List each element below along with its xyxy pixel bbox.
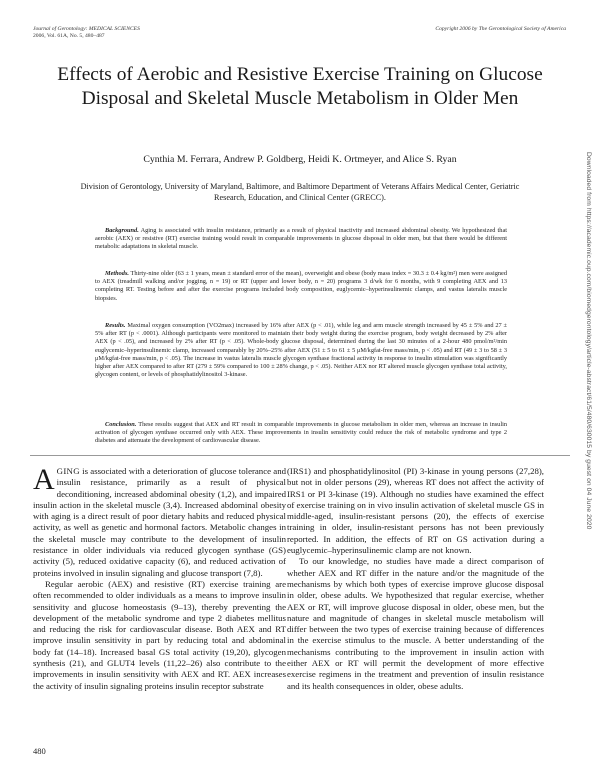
body-paragraph-1	[33, 463, 286, 579]
download-watermark: Downloaded from https://academic.oup.com/biomedgerontology/article-abstract/61/5/480/630015 by guest on 04 June 2020	[585, 152, 592, 530]
first-word: GING	[56, 466, 80, 476]
abstract-divider	[30, 455, 570, 456]
article-title: Effects of Aerobic and Resistive Exercise Training on Glucose Disposal and Skeletal Muscle Metabolism in Older Men	[57, 64, 543, 109]
paragraph-1-text: is associated with a deterioration of glucose tolerance and insulin resistance, primarily as a result of physical deconditioning, increased abdominal obesity (1,2), and impaired insulin action in the skeletal muscle (3,4). Increased abdominal obesity with aging is a direct result of poor dietary habits and reduced physical activity, as well as genetic and hormonal factors. Metabolic changes in the skeletal muscle may contribute to the development of insulin resistance in older individuals via reduced glycogen synthase (GS) activity (5), reduced oxidative capacity (6), and reduced activation of proteins involved in insulin signaling and glucose transport (7,8).	[33, 466, 286, 578]
abstract-conclusion-text: These results suggest that AEX and RT result in comparable improvements in glucose metabolism in older men, whereas an increase in insulin activation of glycogen synthase occurred only with AEX. These improvements in insulin sensitivity could reduce the risk of metabolic syndrome and type 2 diabetes and attenuate the development of cardiovascular disease.	[95, 421, 507, 445]
body-paragraph-3: (IRS1) and phosphatidylinositol (PI) 3-kinase in young persons (27,28), but not in older persons (29), whereas RT does not affect the activity of IRS1 or PI 3-kinase (19). Although no studies have examined the effect of exercise training on in vivo insulin activation of skeletal muscle GS in middle-aged, insulin-resistant persons (20), the effects of exercise training in older, insulin-resistant persons has not been previously reported. In addition, the effects of RT on GS activation during a euglycemic–hyperinsulinemic clamp are not known.	[287, 466, 545, 556]
author-list: Cynthia M. Ferrara, Andrew P. Goldberg, Heidi K. Ortmeyer, and Alice S. Ryan	[143, 154, 457, 165]
abstract-methods	[95, 270, 507, 303]
affiliation: Division of Gerontology, University of Maryland, Baltimore, and Baltimore Department of Veterans Affairs Medical Center, Geriatric Research, Education, and Clinical Center (GRECC).	[80, 182, 520, 202]
abstract-background-text: Aging is associated with insulin resistance, primarily as a result of physical inactivity and increased abdominal obesity. We hypothesized that aerobic (AEX) or resistive (RT) exercise training would result in comparable improvements in glucose disposal in older men, but that there would be different metabolic adaptations in skeletal muscle.	[95, 227, 508, 251]
body-column-right	[287, 466, 544, 692]
body-paragraph-2: Regular aerobic (AEX) and resistive (RT) exercise training are often recommended to older individuals as a means to improve insulin sensitivity and glucose homeostasis (9–13), thereby preventing the development of the metabolic syndrome and type 2 diabetes mellitus and reducing the risk for cardiovascular disease. Both AEX and RT improve insulin sensitivity in part by reducing total and abdominal body fat (14–18). Increased basal GS total activity (19,20), glycogen synthesis (21), and GLUT4 levels (11,22–26) also contribute to the improvements in insulin sensitivity with AEX and RT. AEX increases the activity of insulin signaling proteins insulin receptor substrate	[33, 578, 286, 691]
volume-info: 2006, Vol. 61A, No. 5, 480–487	[33, 33, 105, 39]
abstract-methods-label: Methods.	[105, 270, 129, 277]
drop-cap: A	[33, 463, 55, 496]
running-header	[33, 26, 140, 40]
journal-name: Journal of Gerontology: MEDICAL SCIENCES	[33, 26, 140, 32]
abstract-conclusion	[95, 421, 507, 446]
page-number: 480	[33, 746, 46, 756]
abstract-methods-text: Thirty-nine older (63 ± 1 years, mean ± standard error of the mean), overweight and obese (body mass index = 30.3 ± 0.4 kg/m²) men were assigned to AEX (treadmill walking and/or jogging, n = 19) or RT (upper and lower body, n = 20) programs 3 d/wk for 6 months, with 9 completing AEX and 13 completing RT. Testing before and after the exercise programs included body composition, euglycemic–hyperinsulinemic clamps, and vastus lateralis muscle biopsies.	[95, 270, 507, 302]
abstract-results	[95, 322, 507, 379]
abstract-conclusion-label: Conclusion.	[105, 421, 137, 428]
body-paragraph-4: To our knowledge, no studies have made a direct comparison of whether AEX and RT differ in the nature and/or the magnitude of the mechanisms by which both types of exercise improve glucose disposal in older, obese adults. We hypothesized that regular exercise, whether AEX or RT, will improve glucose disposal in older, obese men, but the nature and magnitude of changes in skeletal muscle metabolism will differ between the two types of exercise training because of differences in the exercise stimulus to the muscle. A better understanding of the mechanisms contributing to the improvement in insulin action with either AEX or RT will permit the development of more effective exercise regimens in the treatment and prevention of insulin resistance and its health consequences in older, obese adults.	[287, 556, 544, 691]
body-column-left	[33, 463, 286, 692]
abstract-results-label: Results.	[105, 322, 126, 329]
copyright-notice: Copyright 2006 by The Gerontological Society of America	[435, 26, 566, 32]
abstract-background-label: Background.	[105, 227, 139, 234]
abstract-results-text: Maximal oxygen consumption (VO2max) increased by 16% after AEX (p < .01), while leg and arm muscle strength increased by 45 ± 5% and 27 ± 5% after RT (p < .0001). Although participants were monitored to maintain their body weight during the exercise program, body weight decreased by 2% after AEX (p < .05), and increased by 2% after RT (p < .05). Whole-body glucose disposal, determined during the last 30 minutes of a 2-hour 480 pmol/m²/min euglycemic–hyperinsulinemic clamp, increased comparably by 20%–25% after AEX (51 ± 5 to 61 ± 5 μM/kgfat-free mass/min, p < .05) and RT (49 ± 3 to 58 ± 3 μM/kgfat-free mass/min, p < .05). The increase in vastus lateralis muscle glycogen synthase fractional activity in response to insulin stimulation was significantly higher after AEX compared to after RT (279 ± 59% compared to 100 ± 28% change, p < .05). Neither AEX nor RT altered muscle glycogen synthase total activity, glycogen content, or levels of phosphatidylinositol 3-kinase.	[95, 322, 507, 379]
abstract-background	[95, 227, 507, 252]
